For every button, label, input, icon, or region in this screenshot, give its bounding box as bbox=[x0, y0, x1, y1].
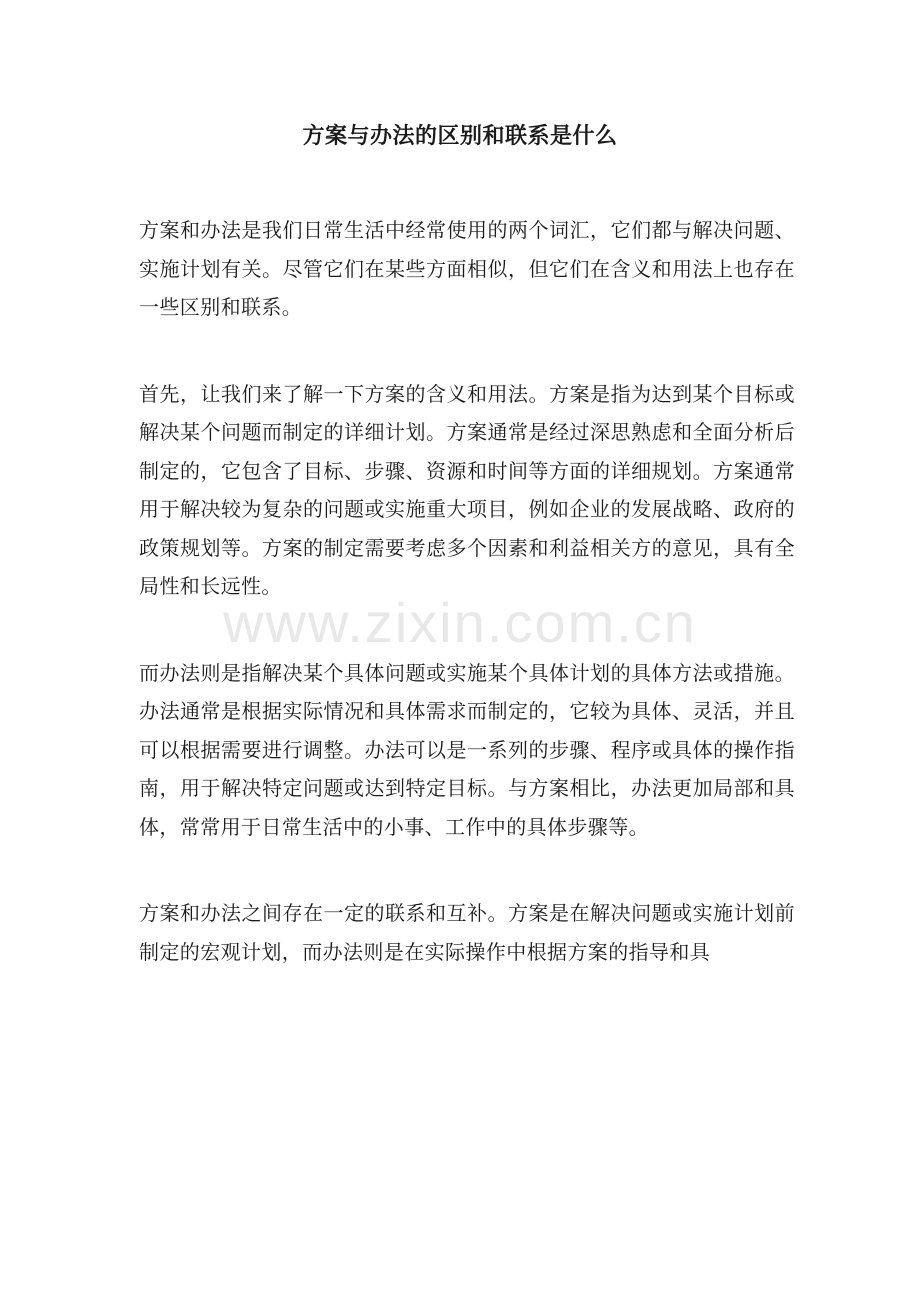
document-body bbox=[139, 211, 795, 1019]
paragraph-4: 方案和办法之间存在一定的联系和互补。方案是在解决问题或实施计划前制定的宏观计划，而办法则是在实际操作中根据方案的指导和具 bbox=[139, 901, 795, 964]
document-title: 方案与办法的区别和联系是什么 bbox=[302, 123, 618, 149]
paragraph-2: 首先，让我们来了解一下方案的含义和用法。方案是指为达到某个目标或解决某个问题而制定的详细计划。方案通常是经过深思熟虑和全面分析后制定的，它包含了目标、步骤、资源和时间等方面的详细规划。方案通常用于解决较为复杂的问题或实施重大项目，例如企业的发展战略、政府的政策规划等。方案的制定需要考虑多个因素和利益相关方的意见，具有全局性和长远性。 bbox=[139, 381, 795, 598]
watermark: www.zixin.com.cn bbox=[223, 591, 697, 654]
paragraph-1: 方案和办法是我们日常生活中经常使用的两个词汇，它们都与解决问题、实施计划有关。尽管它们在某些方面相似，但它们在含义和用法上也存在一些区别和联系。 bbox=[139, 218, 795, 319]
paragraph-3: 而办法则是指解决某个具体问题或实施某个具体计划的具体方法或措施。办法通常是根据实际情况和具体需求而制定的，它较为具体、灵活，并且可以根据需要进行调整。办法可以是一系列的步骤、程序或具体的操作指南，用于解决特定问题或达到特定目标。与方案相比，办法更加局部和具体，常常用于日常生活中的小事、工作中的具体步骤等。 bbox=[139, 660, 795, 839]
